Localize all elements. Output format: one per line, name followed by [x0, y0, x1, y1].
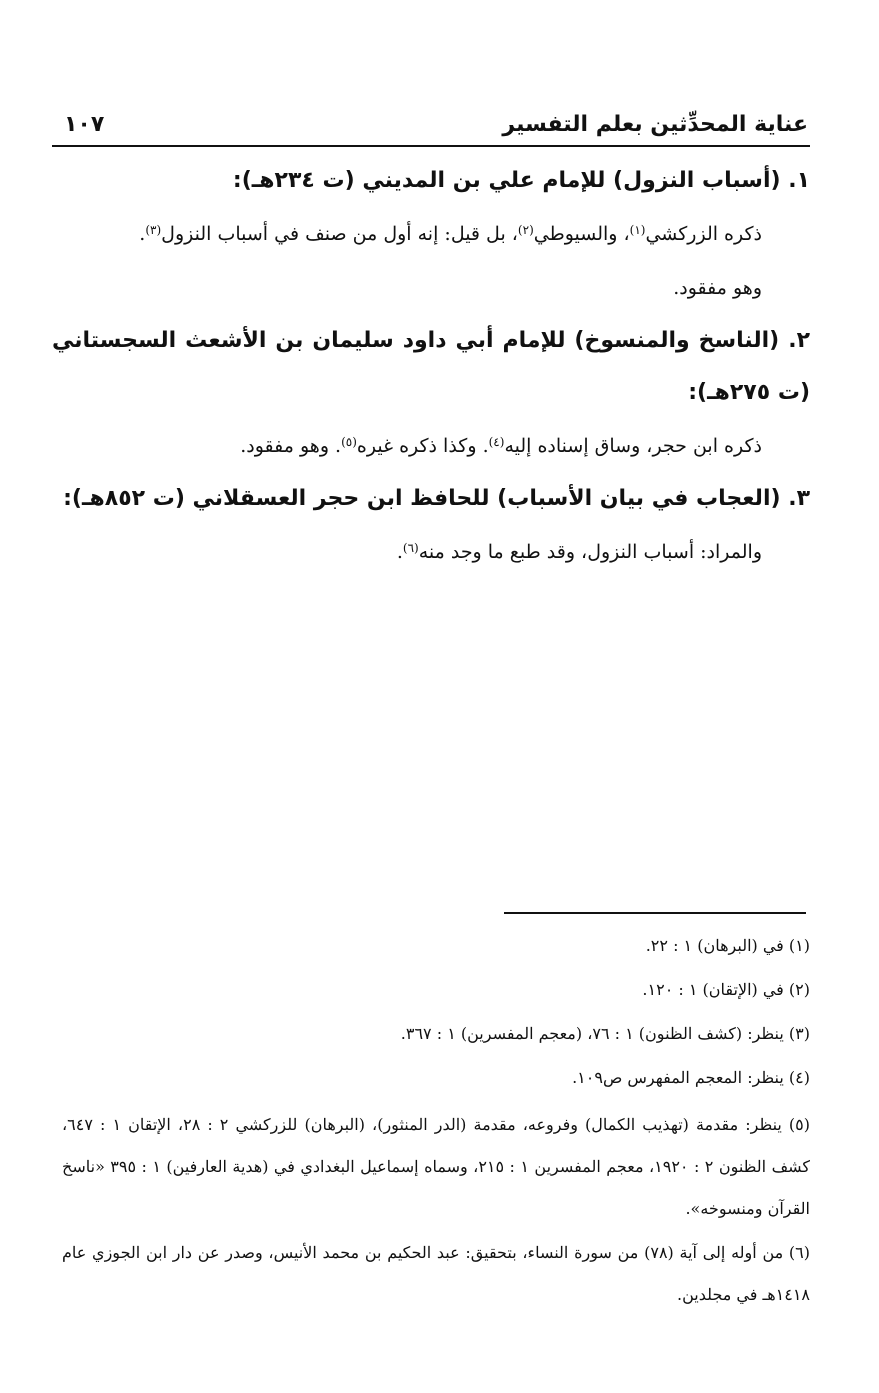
- footnote-1: (١) في (البرهان) ١ : ٢٢.: [645, 936, 810, 955]
- entry-1-line-2: وهو مفقود.: [673, 277, 762, 299]
- running-header: [52, 108, 808, 148]
- running-title: عناية المحدِّثين بعلم التفسير: [502, 112, 808, 137]
- footnote-ref-5[interactable]: (٥): [341, 435, 357, 449]
- footnotes: [62, 928, 810, 1318]
- entry-3-title: ٣. (العجاب في بيان الأسباب) للحافظ ابن حجر العسقلاني (ت ٨٥٢هـ):: [63, 486, 810, 511]
- footnote-ref-2[interactable]: (٢): [517, 223, 534, 237]
- footnote-ref-6[interactable]: (٦): [402, 541, 419, 555]
- page-number: ١٠٧: [64, 112, 105, 137]
- footnote-ref-1[interactable]: (١): [629, 223, 646, 237]
- entry-1-title: ١. (أسباب النزول) للإمام علي بن المديني (ت ٢٣٤هـ):: [232, 168, 810, 193]
- header-rule: [52, 145, 810, 147]
- footnote-separator: [504, 912, 806, 914]
- entry-3-text: والمراد: أسباب النزول، وقد طبع ما وجد منه: [418, 541, 762, 563]
- entry-2-text: ذكره ابن حجر، وساق إسناده إليه: [504, 435, 762, 457]
- entry-2-text: . وهو مفقود.: [240, 435, 342, 457]
- footnote-4: (٤) ينظر: المعجم المفهرس ص١٠٩.: [572, 1068, 810, 1087]
- footnote-5: (٥) ينظر: مقدمة (تهذيب الكمال) وفروعه، مقدمة (الدر المنثور)، (البرهان) للزركشي ٢ : ٢٨، الإتقان ١ : ٦٤٧، كشف الظنون ٢ : ١٩٢٠، معجم المفسرين ١ : ٢١٥، وسماه إسماعيل البغدادي في (هدية العارفين) ١ : ٣٩٥ «ناسخ القرآن ومنسوخه».: [62, 1115, 811, 1218]
- entry-1-text: ، بل قيل: إنه أول من صنف في أسباب النزول: [161, 223, 518, 245]
- footnote-3: (٣) ينظر: (كشف الظنون) ١ : ٧٦، (معجم المفسرين) ١ : ٣٦٧.: [400, 1024, 810, 1043]
- entry-1-text: ، والسيوطي: [533, 223, 630, 245]
- entry-3-line-1: [52, 525, 810, 579]
- footnote-ref-4[interactable]: (٤): [488, 435, 505, 449]
- entry-1-text: .: [139, 223, 146, 245]
- entry-1-line-1: [52, 207, 810, 261]
- entry-2-text: . وكذا ذكره غيره: [356, 435, 489, 457]
- footnote-2: (٢) في (الإتقان) ١ : ١٢٠.: [642, 980, 810, 999]
- entry-3-text: .: [396, 541, 403, 563]
- entry-2-title: ٢. (الناسخ والمنسوخ) للإمام أبي داود سليمان بن الأشعث السجستاني (ت ٢٧٥هـ):: [52, 328, 810, 405]
- footnote-6: (٦) من أوله إلى آية (٧٨) من سورة النساء، بتحقيق: عبد الحكيم بن محمد الأنيس، وصدر عن دار ابن الجوزي عام ١٤١٨هـ في مجلدين.: [62, 1243, 811, 1304]
- footnote-ref-3[interactable]: (٣): [145, 223, 162, 237]
- main-text: [52, 155, 810, 579]
- entry-1-text: ذكره الزركشي: [645, 223, 762, 245]
- entry-2-line-1: [52, 419, 810, 473]
